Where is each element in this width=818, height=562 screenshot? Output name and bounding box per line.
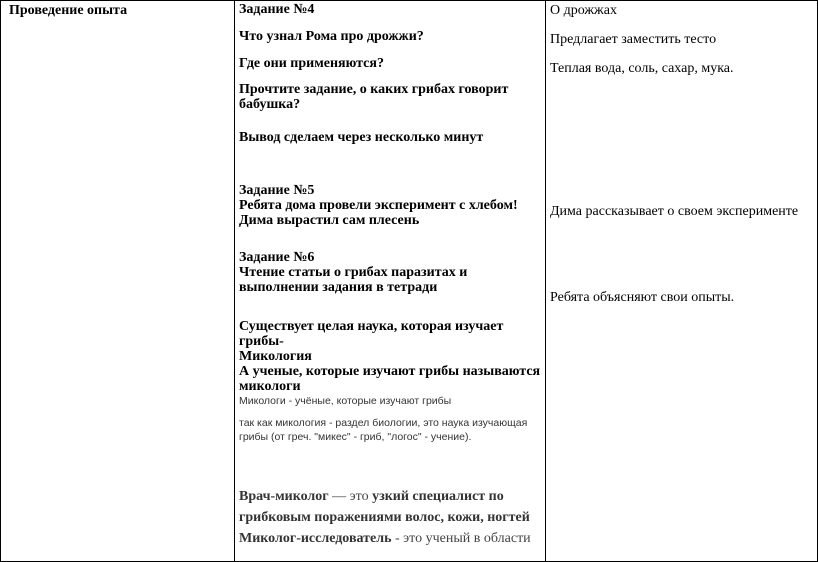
- mycology-etymology-note: так как микология - раздел биологии, это наука изучающая грибы (от греч. "микес" - гриб, "логос" - учение).: [239, 417, 528, 443]
- pupil-answer-5: Ребята объясняют свои опыты.: [550, 290, 735, 305]
- task4-question-3: Прочтите задание, о каких грибах говорит бабушка?: [239, 82, 509, 112]
- task5-line-1: Ребята дома провели эксперимент с хлебом!: [239, 198, 518, 213]
- pupil-answer-1: О дрожжах: [550, 3, 617, 18]
- science-line-2: Микология: [239, 349, 312, 364]
- pupil-answer-2: Предлагает заместить тесто: [550, 32, 717, 47]
- task4-question-1: Что узнал Рома про дрожжи?: [239, 29, 424, 44]
- mycologist-glossary: [239, 486, 541, 549]
- science-line-3: А ученые, которые изучают грибы называются микологи: [239, 364, 541, 394]
- task4-title: Задание №4: [239, 2, 315, 17]
- task5-line-2: Дима вырастил сам плесень: [239, 213, 420, 228]
- task4-question-2: Где они применяются?: [239, 56, 384, 71]
- teacher-activity-cell: [235, 1, 546, 562]
- table-row: [1, 1, 818, 562]
- stage-cell: [1, 1, 235, 562]
- glossary-term-doctor: Врач-миколог: [239, 489, 329, 504]
- task4-conclusion: Вывод сделаем через несколько минут: [239, 130, 484, 145]
- task6-line-1: Чтение статьи о грибах паразитах и выполнении задания в тетради: [239, 265, 468, 295]
- glossary-term-researcher: Миколог-исследователь: [239, 531, 392, 546]
- mycologists-note: Микологи - учёные, которые изучают грибы: [239, 395, 452, 407]
- glossary-definition-researcher: - это ученый в области: [391, 531, 531, 546]
- task5-title: Задание №5: [239, 183, 315, 198]
- task6-title: Задание №6: [239, 250, 315, 265]
- science-line-1: Существует целая наука, которая изучает грибы-: [239, 319, 504, 349]
- glossary-dash: — это: [328, 489, 373, 504]
- pupil-answer-3: Теплая вода, соль, сахар, мука.: [550, 61, 734, 76]
- pupil-activity-cell: [546, 1, 818, 562]
- pupil-answer-4: Дима рассказывает о своем эксперименте: [550, 204, 799, 219]
- glossary-definition-doctor: узкий специалист по грибковым поражениями волос, кожи, ногтей: [239, 489, 530, 525]
- stage-heading: Проведение опыта: [9, 3, 128, 18]
